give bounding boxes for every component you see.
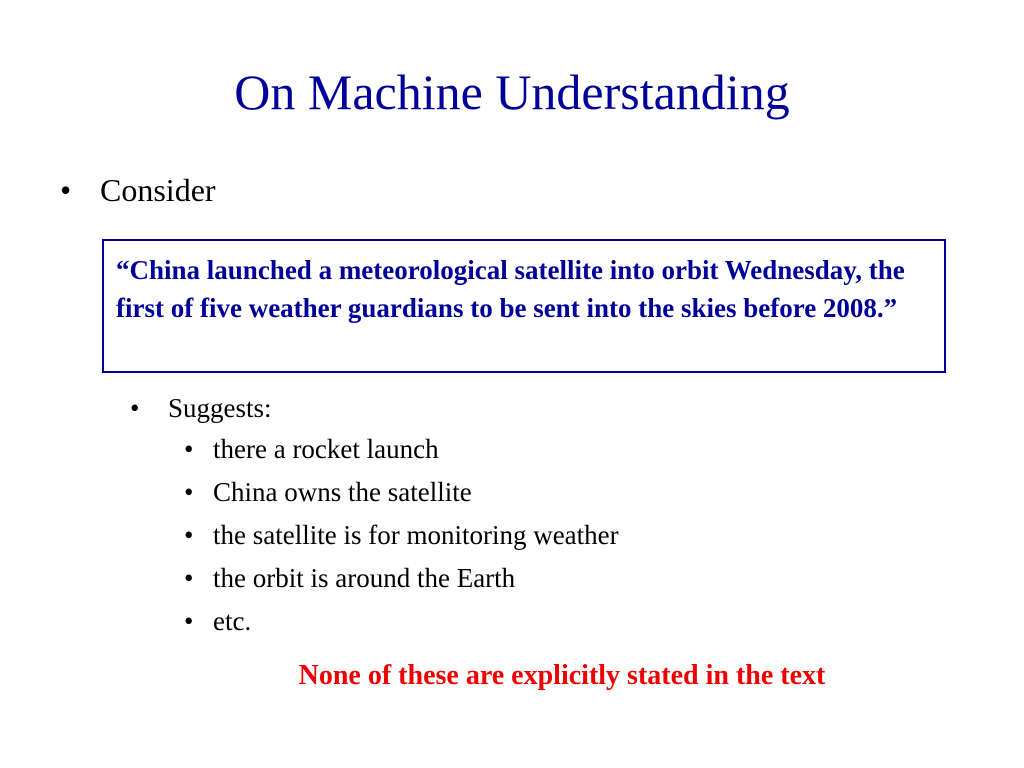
suggestion-text: the orbit is around the Earth bbox=[213, 563, 516, 593]
bullet-dot-icon: • bbox=[60, 172, 72, 208]
suggests-label: Suggests: bbox=[168, 393, 272, 423]
bullet-dot-icon: • bbox=[184, 434, 194, 464]
list-item bbox=[184, 471, 619, 514]
list-item bbox=[184, 428, 619, 471]
suggestion-text: there a rocket launch bbox=[213, 434, 439, 464]
bullet-suggests bbox=[130, 388, 272, 428]
bullet-consider bbox=[60, 170, 216, 210]
suggestion-text: China owns the satellite bbox=[213, 477, 472, 507]
bullet-dot-icon: • bbox=[184, 520, 194, 550]
suggestion-list bbox=[184, 428, 619, 643]
bullet-dot-icon: • bbox=[184, 477, 194, 507]
list-item bbox=[184, 514, 619, 557]
bullet-dot-icon: • bbox=[130, 393, 140, 423]
bullet-dot-icon: • bbox=[184, 563, 194, 593]
quote-box bbox=[102, 239, 946, 373]
bullet-dot-icon: • bbox=[184, 606, 194, 636]
list-item bbox=[184, 600, 619, 643]
conclusion-note: None of these are explicitly stated in the text bbox=[298, 660, 826, 691]
suggestion-text: etc. bbox=[213, 606, 252, 636]
suggestion-text: the satellite is for monitoring weather bbox=[213, 520, 619, 550]
quote-text: “China launched a meteorological satellite into orbit Wednesday, the first of five weather guardians to be sent into the skies before 2008.” bbox=[116, 255, 905, 323]
list-item bbox=[184, 557, 619, 600]
consider-label: Consider bbox=[100, 172, 216, 208]
slide-title: On Machine Understanding bbox=[234, 64, 790, 120]
